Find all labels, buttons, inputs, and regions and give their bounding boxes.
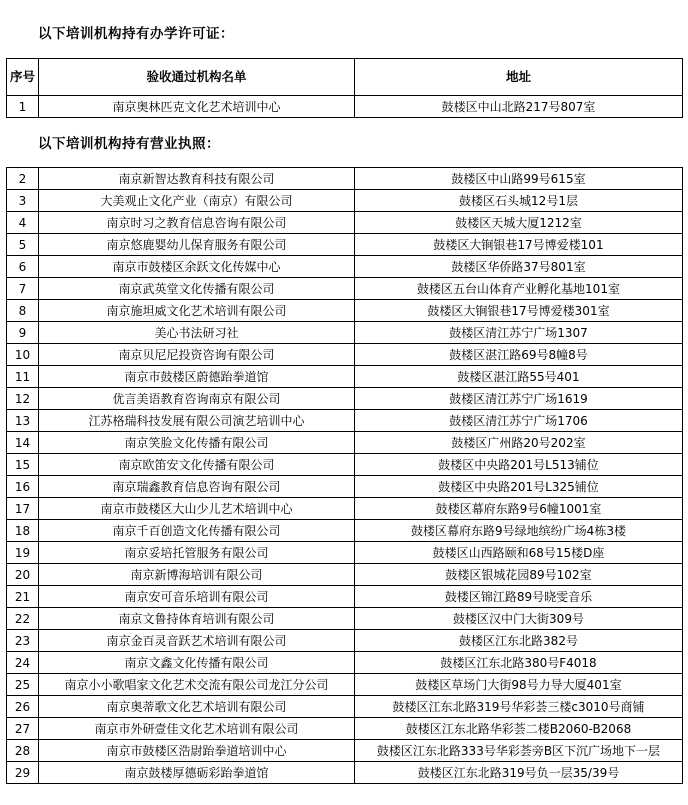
row-no: 23	[7, 630, 39, 652]
row-name: 南京市外研壹佳文化艺术培训有限公司	[39, 718, 355, 740]
row-address: 鼓楼区湛江路55号401	[355, 366, 683, 388]
row-no: 3	[7, 190, 39, 212]
row-address: 鼓楼区江东北路382号	[355, 630, 683, 652]
table-row	[7, 454, 683, 476]
table-row	[7, 652, 683, 674]
row-name: 南京妥培托管服务有限公司	[39, 542, 355, 564]
row-address: 鼓楼区幕府东路9号6幢1001室	[355, 498, 683, 520]
row-address: 鼓楼区五台山体育产业孵化基地101室	[355, 278, 683, 300]
row-name: 南京贝尼尼投资咨询有限公司	[39, 344, 355, 366]
table-row	[7, 300, 683, 322]
table-row	[7, 168, 683, 190]
table-row	[7, 498, 683, 520]
table-row	[7, 520, 683, 542]
row-name: 南京武英堂文化传播有限公司	[39, 278, 355, 300]
row-no: 5	[7, 234, 39, 256]
table-row	[7, 322, 683, 344]
table-row	[7, 630, 683, 652]
table-row	[7, 608, 683, 630]
row-address: 鼓楼区汉中门大街309号	[355, 608, 683, 630]
row-name: 优言美语教育咨询南京有限公司	[39, 388, 355, 410]
row-no: 21	[7, 586, 39, 608]
row-name: 南京文鲁持体育培训有限公司	[39, 608, 355, 630]
row-no: 13	[7, 410, 39, 432]
row-no: 8	[7, 300, 39, 322]
row-address: 鼓楼区清江苏宁广场1307	[355, 322, 683, 344]
table-row	[7, 344, 683, 366]
row-no: 26	[7, 696, 39, 718]
row-address: 鼓楼区江东北路380号F4018	[355, 652, 683, 674]
header-name: 验收通过机构名单	[39, 59, 355, 96]
row-name: 南京小小歌唱家文化艺术交流有限公司龙江分公司	[39, 674, 355, 696]
row-no: 15	[7, 454, 39, 476]
row-address: 鼓楼区中山路99号615室	[355, 168, 683, 190]
row-name: 南京市鼓楼区大山少儿艺术培训中心	[39, 498, 355, 520]
table-header-row	[7, 59, 683, 96]
row-no: 18	[7, 520, 39, 542]
permit-section-heading: 以下培训机构持有办学许可证：	[38, 26, 234, 42]
row-no: 2	[7, 168, 39, 190]
row-name: 南京欧笛安文化传播有限公司	[39, 454, 355, 476]
row-no: 11	[7, 366, 39, 388]
row-name: 大美观止文化产业（南京）有限公司	[39, 190, 355, 212]
row-no: 6	[7, 256, 39, 278]
row-address: 鼓楼区广州路20号202室	[355, 432, 683, 454]
row-no: 9	[7, 322, 39, 344]
row-address: 鼓楼区银城花园89号102室	[355, 564, 683, 586]
table-row	[7, 740, 683, 762]
row-name: 南京文鑫文化传播有限公司	[39, 652, 355, 674]
row-name: 南京千百创造文化传播有限公司	[39, 520, 355, 542]
row-address: 鼓楼区草场门大街98号力导大厦401室	[355, 674, 683, 696]
row-no: 29	[7, 762, 39, 784]
row-no: 7	[7, 278, 39, 300]
row-name: 南京市鼓楼区浩尉跆拳道培训中心	[39, 740, 355, 762]
table-row	[7, 674, 683, 696]
row-address: 鼓楼区锦江路89号晓雯音乐	[355, 586, 683, 608]
table-row	[7, 388, 683, 410]
row-address: 鼓楼区大锏银巷17号博爱楼101	[355, 234, 683, 256]
row-name: 南京时习之教育信息咨询有限公司	[39, 212, 355, 234]
row-name: 南京施坦威文化艺术培训有限公司	[39, 300, 355, 322]
row-address: 鼓楼区湛江路69号8幢8号	[355, 344, 683, 366]
row-no: 28	[7, 740, 39, 762]
table-row	[7, 96, 683, 118]
row-name: 南京瑞鑫教育信息咨询有限公司	[39, 476, 355, 498]
table-row	[7, 256, 683, 278]
table-row	[7, 234, 683, 256]
row-no: 17	[7, 498, 39, 520]
license-table	[6, 167, 683, 784]
row-address: 鼓楼区江东北路319号华彩荟三楼c3010号商铺	[355, 696, 683, 718]
row-address: 鼓楼区大锏银巷17号博爱楼301室	[355, 300, 683, 322]
row-address: 鼓楼区中央路201号L513铺位	[355, 454, 683, 476]
row-name: 美心书法研习社	[39, 322, 355, 344]
table-row	[7, 564, 683, 586]
row-no: 22	[7, 608, 39, 630]
row-address: 鼓楼区天城大厦1212室	[355, 212, 683, 234]
row-no: 1	[7, 96, 39, 118]
row-address: 鼓楼区江东北路319号负一层35/39号	[355, 762, 683, 784]
row-name: 江苏格瑞科技发展有限公司演艺培训中心	[39, 410, 355, 432]
row-address: 鼓楼区江东北路333号华彩荟旁B区下沉广场地下一层	[355, 740, 683, 762]
row-no: 14	[7, 432, 39, 454]
table-row	[7, 190, 683, 212]
row-address: 鼓楼区江东北路华彩荟二楼B2060-B2068	[355, 718, 683, 740]
row-address: 鼓楼区山西路颐和68号15楼D座	[355, 542, 683, 564]
table-row	[7, 212, 683, 234]
permit-table	[6, 58, 683, 118]
header-no: 序号	[7, 59, 39, 96]
row-address: 鼓楼区石头城12号1层	[355, 190, 683, 212]
row-address: 鼓楼区幕府东路9号绿地缤纷广场4栋3楼	[355, 520, 683, 542]
row-no: 12	[7, 388, 39, 410]
row-name: 南京市鼓楼区余跃文化传媒中心	[39, 256, 355, 278]
row-name: 南京奥林匹克文化艺术培训中心	[39, 96, 355, 118]
row-name: 南京笑脸文化传播有限公司	[39, 432, 355, 454]
table-row	[7, 542, 683, 564]
row-address: 鼓楼区中央路201号L325铺位	[355, 476, 683, 498]
row-name: 南京新智达教育科技有限公司	[39, 168, 355, 190]
row-address: 鼓楼区清江苏宁广场1706	[355, 410, 683, 432]
table-row	[7, 476, 683, 498]
row-no: 16	[7, 476, 39, 498]
row-no: 20	[7, 564, 39, 586]
row-address: 鼓楼区清江苏宁广场1619	[355, 388, 683, 410]
row-no: 27	[7, 718, 39, 740]
row-no: 19	[7, 542, 39, 564]
row-address: 鼓楼区中山北路217号807室	[355, 96, 683, 118]
row-no: 4	[7, 212, 39, 234]
row-name: 南京鼓楼厚德砺彩跆拳道馆	[39, 762, 355, 784]
row-name: 南京市鼓楼区蔚德跆拳道馆	[39, 366, 355, 388]
row-address: 鼓楼区华侨路37号801室	[355, 256, 683, 278]
table-row	[7, 432, 683, 454]
row-name: 南京奥蒂歌文化艺术培训有限公司	[39, 696, 355, 718]
table-row	[7, 410, 683, 432]
table-row	[7, 278, 683, 300]
table-row	[7, 696, 683, 718]
row-no: 24	[7, 652, 39, 674]
row-no: 10	[7, 344, 39, 366]
table-row	[7, 718, 683, 740]
row-no: 25	[7, 674, 39, 696]
row-name: 南京悠鹿婴幼儿保育服务有限公司	[39, 234, 355, 256]
table-row	[7, 762, 683, 784]
license-section-heading: 以下培训机构持有营业执照：	[38, 136, 220, 152]
row-name: 南京金百灵音跃艺术培训有限公司	[39, 630, 355, 652]
header-address: 地址	[355, 59, 683, 96]
row-name: 南京新博海培训有限公司	[39, 564, 355, 586]
row-name: 南京安可音乐培训有限公司	[39, 586, 355, 608]
table-row	[7, 366, 683, 388]
table-row	[7, 586, 683, 608]
